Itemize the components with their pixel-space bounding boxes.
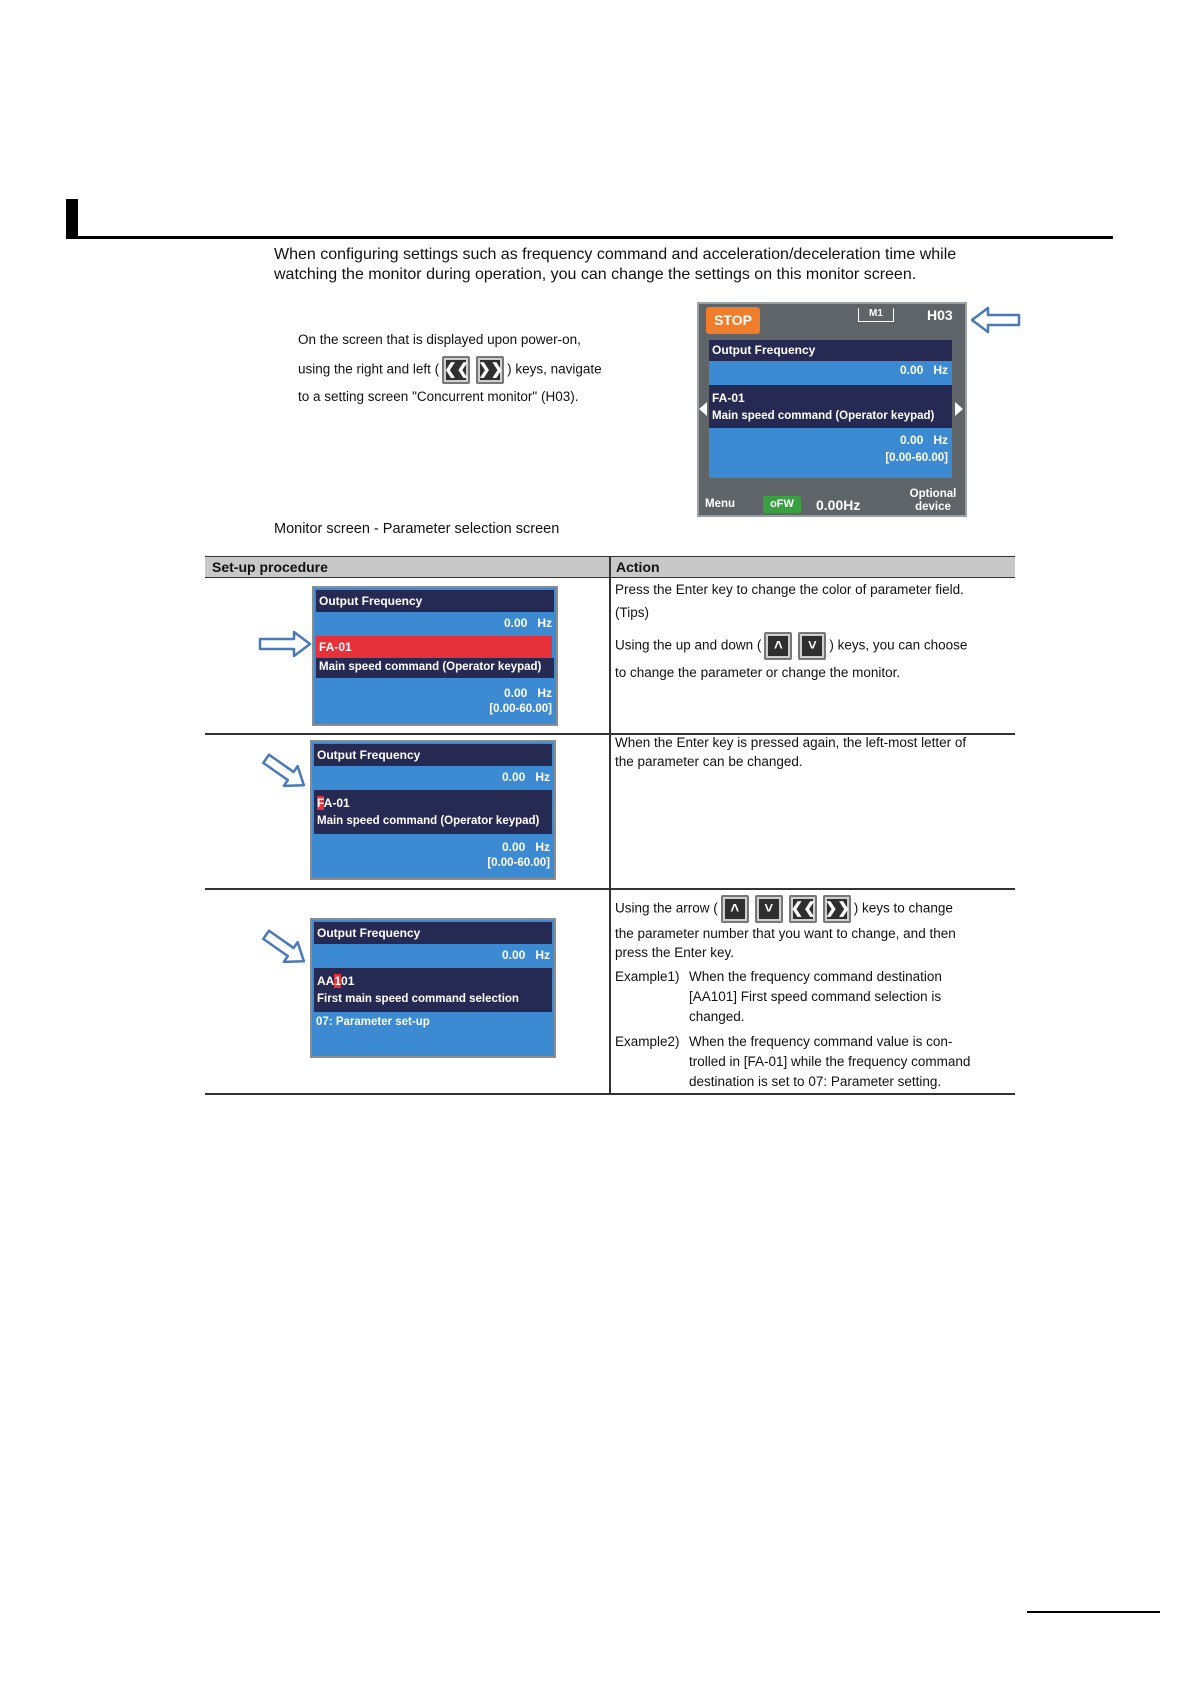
monitor-caption: Monitor screen - Parameter selection screen [274,521,560,537]
value-text: 0.00 [899,363,924,377]
outline-arrow-icon [260,752,310,792]
parameter-code-post: 01 [341,974,355,988]
editable-digit: 1 [334,974,342,988]
value-text: 0.00 [899,433,924,447]
parameter-range: [0.00-60.00] [487,857,550,869]
editable-letter: F [317,796,324,810]
parameter-value [314,686,556,700]
parameter-field [314,968,552,1012]
scroll-right-icon [955,402,963,416]
footer-rule [1027,1611,1160,1613]
output-frequency-value [312,948,554,962]
section-heading-rule [66,236,1113,239]
value-text: 0.00 [503,686,528,700]
action-text: ) keys to change [853,900,953,916]
scroll-left-icon [699,402,707,416]
parameter-code-rest: A-01 [323,796,350,810]
example2-line-2: trolled in [FA-01] while the frequency command [689,1054,971,1069]
example1-line-1: When the frequency command destination [689,969,942,984]
nav-instruction-line-1: On the screen that is displayed upon power-on, [298,332,581,347]
action-text: Using the arrow ( [615,900,718,916]
intro-paragraph [274,245,994,285]
row1-action-line-3 [615,632,967,660]
unit-text: Hz [537,686,552,700]
example2-line-1: When the frequency command value is con- [689,1034,953,1049]
value-text: 0.00 [501,948,526,962]
optional-label: Optional [909,488,957,500]
row2-action-line-2: the parameter can be changed. [615,754,803,769]
row3-screen [310,918,556,1058]
row2-screen [310,740,556,880]
row1-action-line-2: (Tips) [615,605,649,620]
intro-line-2: watching the monitor during operation, you can change the settings on this monitor screen. [274,266,917,283]
example1-label: Example1) [615,969,680,984]
parameter-field [314,790,552,834]
nav-instruction-line-2 [298,356,602,384]
parameter-code: FA-01 [712,391,745,405]
column-header-setup: Set-up procedure [212,559,328,575]
parameter-range: [0.00-60.00] [489,703,552,715]
output-frequency-value [314,616,556,630]
outline-arrow-icon [260,928,310,968]
parameter-selection: 07: Parameter set-up [316,1016,430,1028]
output-frequency-label: Output Frequency [316,590,554,612]
double-chevron-right-icon: ❯❯ [476,356,504,384]
ofw-status-badge: oFW [763,496,801,513]
section-heading-marker [66,199,78,239]
main-monitor-screen [697,302,967,517]
unit-text: Hz [535,770,550,784]
double-chevron-left-icon: ❮❮ [442,356,470,384]
row3-action-line-3: press the Enter key. [615,945,735,960]
parameter-value [312,840,554,854]
double-chevron-right-icon: ❯❯ [823,895,851,923]
parameter-description: Main speed command (Operator keypad) [316,658,554,678]
double-chevron-left-icon: ❮❮ [789,895,817,923]
double-chevron-down-icon: ˅ [798,632,826,660]
unit-text: Hz [535,840,550,854]
row2-action-line-1: When the Enter key is pressed again, the left-most letter of [615,735,967,750]
row3-action-line-1 [615,895,953,923]
parameter-code-highlighted: FA-01 [316,636,552,658]
main-screen-panel [709,340,952,478]
double-chevron-up-icon: ˄ [764,632,792,660]
unit-text: Hz [933,433,948,447]
parameter-range: [0.00-60.00] [885,452,948,464]
unit-text: Hz [535,948,550,962]
example2-label: Example2) [615,1034,680,1049]
unit-text: Hz [933,363,948,377]
value-text: 0.00 [501,770,526,784]
parameter-description: Main speed command (Operator keypad) [317,815,540,827]
output-frequency-value [709,363,952,381]
row1-action-line-4: to change the parameter or change the monitor. [615,665,901,680]
stop-badge: STOP [706,307,760,334]
table-row-divider [205,888,1015,890]
outline-arrow-icon [258,629,312,659]
example1-line-3: changed. [689,1009,745,1024]
optional-device-softkey [904,488,962,514]
row3-action-line-2: the parameter number that you want to change, and then [615,926,956,941]
screen-code: H03 [927,307,953,323]
outline-arrow-icon [970,305,1022,335]
column-header-action: Action [616,559,660,575]
value-text: 0.00 [503,616,528,630]
example2-line-3: destination is set to 07: Parameter setting. [689,1074,942,1089]
device-label: device [915,501,951,513]
parameter-field [709,385,952,428]
action-text: ) keys, you can choose [829,637,968,653]
parameter-code-pre: AA [317,974,335,988]
parameter-code [317,794,549,812]
example1-line-2: [AA101] First speed command selection is [689,989,942,1004]
row1-screen [312,586,558,726]
parameter-value [709,433,952,451]
double-chevron-down-icon: ˅ [755,895,783,923]
nav-instruction-pre: using the right and left ( [298,361,440,377]
nav-instruction-post: ) keys, navigate [507,361,602,377]
m1-badge: M1 [858,308,894,322]
parameter-code [317,972,549,990]
action-text: Using the up and down ( [615,637,762,653]
status-frequency: 0.00Hz [816,497,861,513]
output-frequency-label: Output Frequency [314,922,552,944]
table-bottom-rule [205,1093,1015,1095]
output-frequency-label: Output Frequency [709,340,952,361]
parameter-description: First main speed command selection [317,993,519,1005]
output-frequency-value [312,770,554,784]
unit-text: Hz [537,616,552,630]
intro-line-1: When configuring settings such as frequency command and acceleration/deceleration time while [274,246,957,263]
menu-softkey: Menu [705,498,736,510]
output-frequency-label: Output Frequency [314,744,552,766]
table-column-divider [609,556,611,1094]
row1-action-line-1: Press the Enter key to change the color of parameter field. [615,582,964,597]
value-text: 0.00 [501,840,526,854]
parameter-description: Main speed command (Operator keypad) [712,410,935,422]
nav-instruction-line-3: to a setting screen "Concurrent monitor" (H03). [298,389,579,404]
double-chevron-up-icon: ˄ [721,895,749,923]
